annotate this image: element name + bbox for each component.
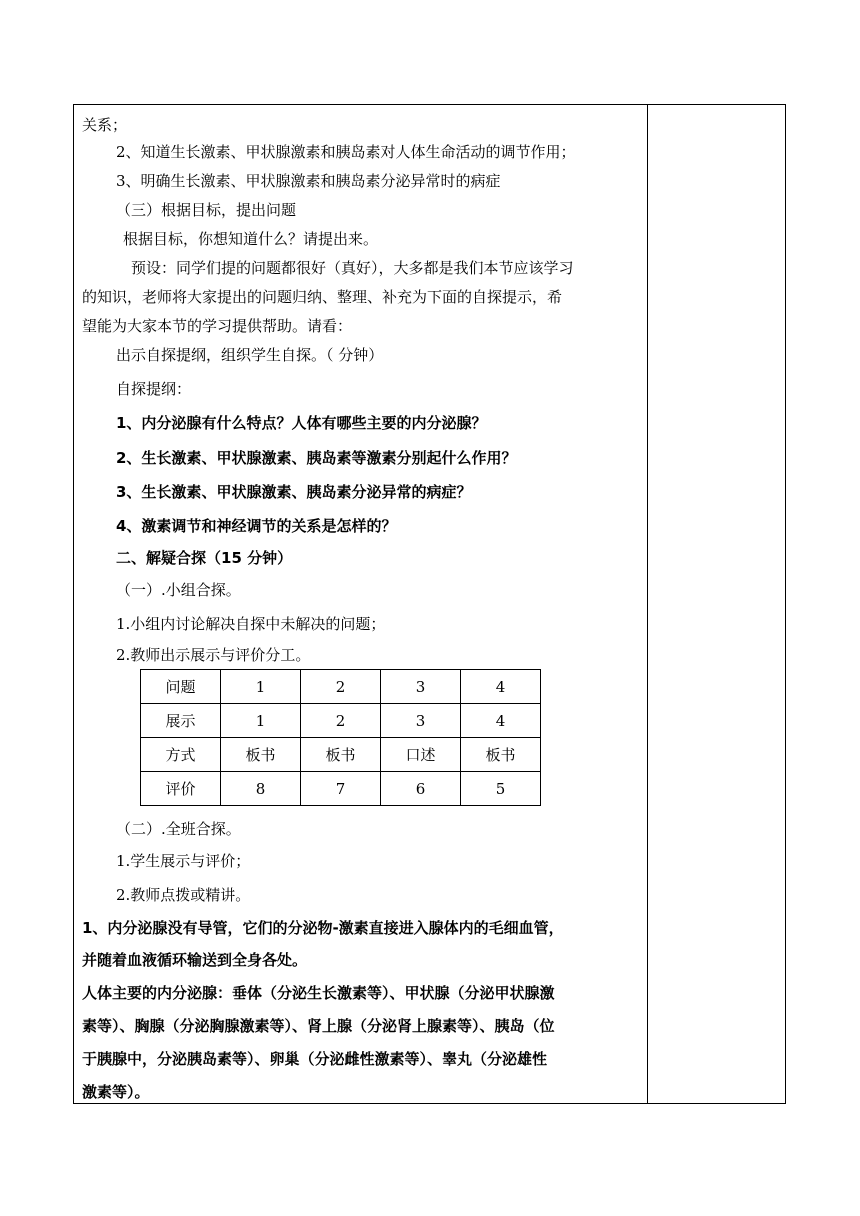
table-cell: 板书: [221, 738, 301, 772]
subsection-heading: （二）.全班合探。: [116, 820, 241, 838]
subsection-heading: （一）.小组合探。: [116, 581, 241, 599]
table-cell: 方式: [141, 738, 221, 772]
text-line: 3、明确生长激素、甲状腺激素和胰岛素分泌异常时的病症: [116, 172, 501, 190]
table-row: [141, 670, 541, 704]
table-row: [141, 738, 541, 772]
table-cell: 5: [461, 772, 541, 806]
answer-text: 并随着血液循环输送到全身各处。: [82, 951, 308, 969]
table-cell: 7: [301, 772, 381, 806]
answer-text: 激素等）。: [82, 1083, 150, 1101]
answer-text: 人体主要的内分泌腺：垂体（分泌生长激素等）、甲状腺（分泌甲状腺激: [82, 984, 555, 1002]
table-cell: 2: [301, 704, 381, 738]
table-row: [141, 704, 541, 738]
lesson-table-frame: [73, 104, 786, 1104]
table-cell: 8: [221, 772, 301, 806]
text-line: 2.教师出示展示与评价分工。: [116, 646, 311, 664]
answer-text: 素等）、胸腺（分泌胸腺激素等）、肾上腺（分泌肾上腺素等）、胰岛（位: [82, 1017, 555, 1035]
text-line: 2、知道生长激素、甲状腺激素和胰岛素对人体生命活动的调节作用；: [116, 143, 576, 161]
table-cell: 1: [221, 670, 301, 704]
text-line: 的知识，老师将大家提出的问题归纳、整理、补充为下面的自探提示，希: [82, 288, 563, 306]
table-cell: 1: [221, 704, 301, 738]
table-cell: 问题: [141, 670, 221, 704]
outline-item: 3、生长激素、甲状腺激素、胰岛素分泌异常的病症？: [116, 483, 472, 501]
section-heading: 二、解疑合探（15 分钟）: [116, 549, 293, 567]
table-cell: 4: [461, 670, 541, 704]
answer-text: 于胰腺中，分泌胰岛素等）、卵巢（分泌雌性激素等）、睾丸（分泌雄性: [82, 1050, 548, 1068]
table-cell: 2: [301, 670, 381, 704]
column-divider: [647, 105, 648, 1103]
table-cell: 4: [461, 704, 541, 738]
table-cell: 3: [381, 704, 461, 738]
text-line: 自探提纲：: [116, 380, 192, 398]
outline-item: 4、激素调节和神经调节的关系是怎样的？: [116, 517, 397, 535]
section-heading: （三）根据目标，提出问题: [116, 201, 297, 219]
text-line: 望能为大家本节的学习提供帮助。请看：: [82, 317, 353, 335]
outline-item: 2、生长激素、甲状腺激素、胰岛素等激素分别起什么作用？: [116, 449, 517, 467]
table-cell: 板书: [461, 738, 541, 772]
text-line: 根据目标，你想知道什么？请提出来。: [123, 230, 379, 248]
text-line: 1.小组内讨论解决自探中未解决的问题；: [116, 615, 386, 633]
text-line: 2.教师点拨或精讲。: [116, 886, 251, 904]
table-cell: 口述: [381, 738, 461, 772]
table-cell: 展示: [141, 704, 221, 738]
answer-text: 1、内分泌腺没有导管，它们的分泌物-激素直接进入腺体内的毛细血管，: [82, 919, 564, 937]
assignment-table: [140, 669, 541, 806]
text-line: 关系；: [82, 116, 128, 134]
text-line: 1.学生展示与评价；: [116, 852, 251, 870]
table-cell: 6: [381, 772, 461, 806]
text-line: 出示自探提纲，组织学生自探。（ 分钟）: [116, 346, 384, 364]
table-row: [141, 772, 541, 806]
table-cell: 评价: [141, 772, 221, 806]
text-line: 预设：同学们提的问题都很好（真好），大多都是我们本节应该学习: [131, 259, 574, 277]
outline-item: 1、内分泌腺有什么特点？人体有哪些主要的内分泌腺？: [116, 414, 487, 432]
table-cell: 3: [381, 670, 461, 704]
table-cell: 板书: [301, 738, 381, 772]
